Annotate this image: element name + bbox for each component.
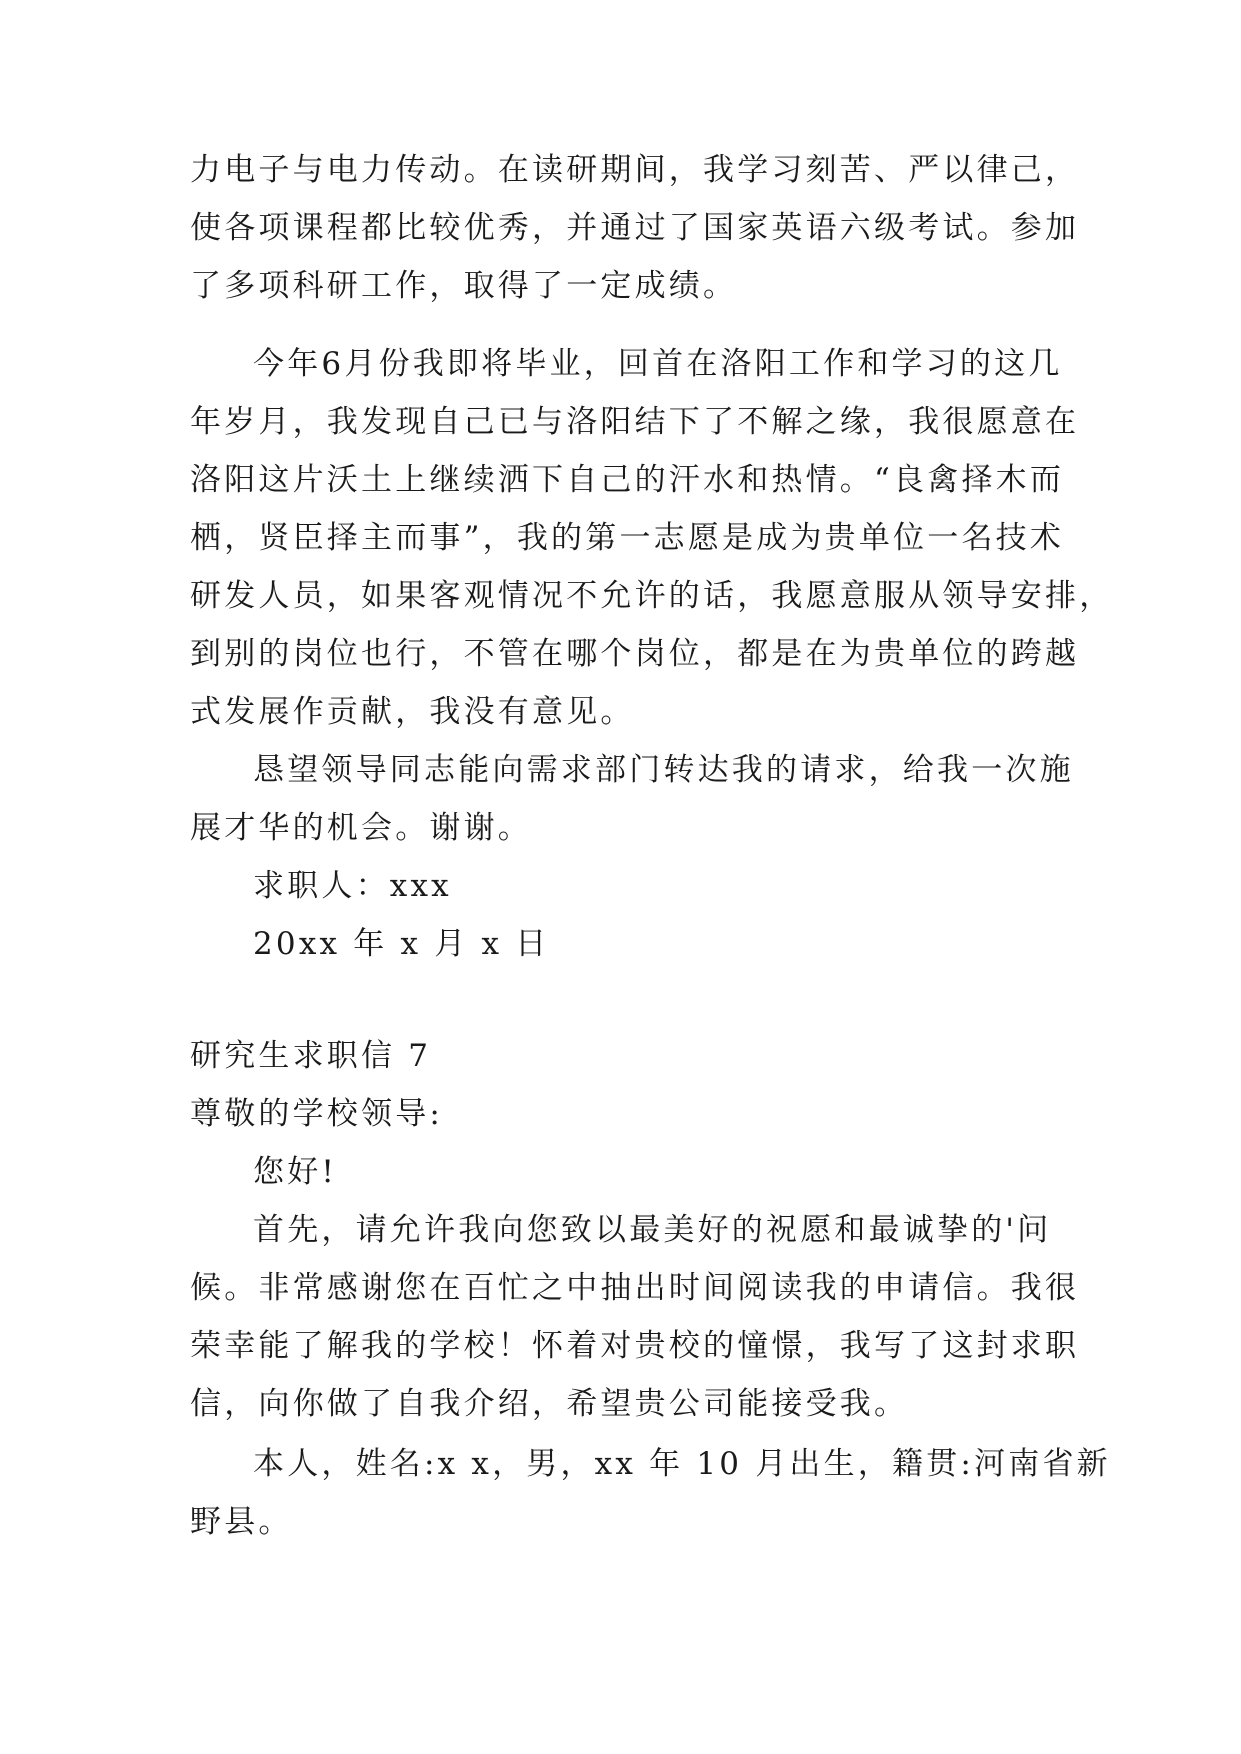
section-title: 研究生求职信 7 xyxy=(190,1038,432,1074)
greeting: 您好! xyxy=(253,1154,338,1190)
paragraph-line: 了多项科研工作，取得了一定成绩。 xyxy=(190,268,738,304)
paragraph-line: 野县。 xyxy=(190,1504,293,1540)
paragraph-line: 年岁月，我发现自己已与洛阳结下了不解之缘，我很愿意在 xyxy=(190,404,1080,440)
paragraph-line: 式发展作贡献，我没有意见。 xyxy=(190,694,635,730)
paragraph-line: 荣幸能了解我的学校！怀着对贵校的憧憬，我写了这封求职 xyxy=(190,1328,1080,1364)
paragraph-line: 栖，贤臣择主而事”，我的第一志愿是成为贵单位一名技术 xyxy=(190,520,1065,556)
paragraph-line: 使各项课程都比较优秀，并通过了国家英语六级考试。参加 xyxy=(190,210,1080,246)
salutation: 尊敬的学校领导: xyxy=(190,1096,444,1132)
paragraph-line: 候。非常感谢您在百忙之中抽出时间阅读我的申请信。我很 xyxy=(190,1270,1080,1306)
paragraph-line: 力电子与电力传动。在读研期间，我学习刻苦、严以律己， xyxy=(190,152,1080,188)
paragraph-line: 展才华的机会。谢谢。 xyxy=(190,810,532,846)
signature-name: 求职人：xxx xyxy=(253,868,452,904)
paragraph-line: 今年6月份我即将毕业，回首在洛阳工作和学习的这几 xyxy=(253,346,1063,382)
paragraph-line: 到别的岗位也行，不管在哪个岗位，都是在为贵单位的跨越 xyxy=(190,636,1080,672)
paragraph-line: 本人，姓名:x x，男，xx 年 10 月出生，籍贯:河南省新 xyxy=(253,1446,1111,1482)
signature-date: 20xx 年 x 月 x 日 xyxy=(253,926,550,962)
paragraph-line: 信，向你做了自我介绍，希望贵公司能接受我。 xyxy=(190,1386,909,1422)
paragraph-line: 洛阳这片沃土上继续洒下自己的汗水和热情。“良禽择木而 xyxy=(190,462,1065,498)
paragraph-line: 恳望领导同志能向需求部门转达我的请求，给我一次施 xyxy=(253,752,1074,788)
paragraph-line: 研发人员，如果客观情况不允许的话，我愿意服从领导安排， xyxy=(190,578,1114,614)
paragraph-line: 首先，请允许我向您致以最美好的祝愿和最诚挚的'问 xyxy=(253,1212,1052,1248)
